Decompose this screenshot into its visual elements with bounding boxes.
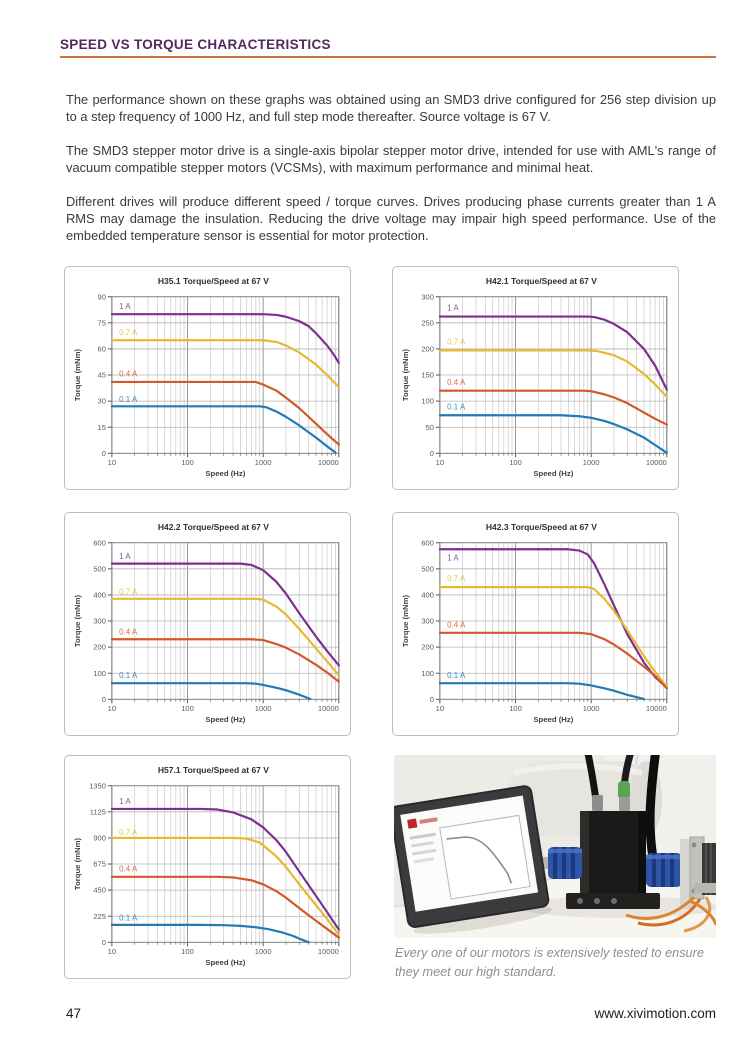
torque-speed-chart-svg <box>393 267 678 489</box>
svg-text:0.4 A: 0.4 A <box>119 369 138 379</box>
svg-text:Torque (mNm): Torque (mNm) <box>73 348 83 402</box>
svg-text:100: 100 <box>421 668 434 678</box>
screen-plot <box>440 815 530 899</box>
metal-connector-1 <box>592 795 603 811</box>
svg-text:10: 10 <box>107 947 117 957</box>
paragraph-3: Different drives will produce different speed / torque curves. Drives producing phase currents greater than 1 A RMS may damage the insulation. Reducing the drive voltage may impair high speed performance. Use of the embedded temperature sensor is essential for motor protection. <box>66 193 716 244</box>
svg-text:0: 0 <box>101 937 106 947</box>
right-coupling <box>646 853 682 887</box>
svg-text:675: 675 <box>93 859 106 869</box>
svg-text:0.7 A: 0.7 A <box>119 587 138 597</box>
chart-h42-1 <box>392 266 679 490</box>
body-text <box>66 91 716 261</box>
svg-text:1000: 1000 <box>582 458 600 468</box>
svg-text:0.7 A: 0.7 A <box>119 827 138 837</box>
svg-text:0.7 A: 0.7 A <box>119 327 138 337</box>
svg-text:Speed (Hz): Speed (Hz) <box>533 469 574 479</box>
svg-text:Torque (mNm): Torque (mNm) <box>401 594 411 648</box>
svg-text:0: 0 <box>101 448 106 458</box>
svg-text:Speed (Hz): Speed (Hz) <box>205 469 246 479</box>
svg-text:15: 15 <box>97 422 106 432</box>
svg-text:50: 50 <box>425 422 434 432</box>
svg-text:300: 300 <box>421 292 434 302</box>
motor-shaft-rail <box>694 883 716 893</box>
svg-text:200: 200 <box>421 344 434 354</box>
footer-website: www.xivimotion.com <box>594 1006 716 1021</box>
svg-text:0.7 A: 0.7 A <box>447 337 466 347</box>
screen-logo <box>407 818 417 828</box>
svg-text:0.1 A: 0.1 A <box>119 394 138 404</box>
svg-text:100: 100 <box>181 947 194 957</box>
svg-text:300: 300 <box>93 616 106 626</box>
svg-text:10: 10 <box>107 704 117 714</box>
svg-text:90: 90 <box>97 292 106 302</box>
svg-text:H57.1 Torque/Speed at 67 V: H57.1 Torque/Speed at 67 V <box>157 764 269 775</box>
svg-text:150: 150 <box>421 370 434 380</box>
svg-text:100: 100 <box>509 704 522 714</box>
svg-text:60: 60 <box>97 344 106 354</box>
svg-text:100: 100 <box>93 668 106 678</box>
svg-text:0.1 A: 0.1 A <box>119 913 138 923</box>
svg-text:1125: 1125 <box>89 807 106 817</box>
svg-text:100: 100 <box>181 704 194 714</box>
svg-text:1 A: 1 A <box>119 796 131 806</box>
svg-text:100: 100 <box>509 458 522 468</box>
svg-text:Speed (Hz): Speed (Hz) <box>533 715 574 725</box>
svg-text:200: 200 <box>93 642 106 652</box>
svg-text:1000: 1000 <box>254 704 272 714</box>
left-coupling <box>548 847 582 879</box>
svg-text:10000: 10000 <box>317 458 339 468</box>
svg-text:10000: 10000 <box>317 704 339 714</box>
svg-text:0.1 A: 0.1 A <box>447 402 466 412</box>
svg-text:225: 225 <box>93 911 106 921</box>
svg-text:0: 0 <box>429 694 434 704</box>
svg-text:1 A: 1 A <box>447 553 459 563</box>
svg-text:400: 400 <box>421 590 434 600</box>
photo-caption: Every one of our motors is extensively tested to ensure they meet our high standard. <box>395 946 704 979</box>
svg-text:1 A: 1 A <box>447 303 459 313</box>
chart-h35-1 <box>64 266 351 490</box>
svg-text:600: 600 <box>421 538 434 548</box>
chart-h42-3 <box>392 512 679 736</box>
page-title: SPEED VS TORQUE CHARACTERISTICS <box>60 37 331 52</box>
svg-text:200: 200 <box>421 642 434 652</box>
svg-text:0.1 A: 0.1 A <box>447 670 466 680</box>
svg-text:10000: 10000 <box>645 458 667 468</box>
paragraph-1: The performance shown on these graphs was obtained using an SMD3 drive configured for 256 step division up to a step frequency of 1000 Hz, and full step mode thereafter. Source voltage is 67 V. <box>66 92 716 125</box>
paragraph-2: The SMD3 stepper motor drive is a single-axis bipolar stepper motor drive, intended for use with AML's range of vacuum compatible stepper motors (VCSMs), with maximum performance and minimal heat. <box>66 142 716 176</box>
svg-text:1000: 1000 <box>582 704 600 714</box>
svg-text:10: 10 <box>435 458 445 468</box>
chart-h42-2 <box>64 512 351 736</box>
title-underline <box>60 56 716 58</box>
svg-text:500: 500 <box>93 564 106 574</box>
svg-text:900: 900 <box>93 833 106 843</box>
svg-text:400: 400 <box>93 590 106 600</box>
svg-text:250: 250 <box>421 318 434 328</box>
svg-text:0.1 A: 0.1 A <box>119 670 138 680</box>
svg-text:100: 100 <box>181 458 194 468</box>
torque-speed-chart-svg <box>65 513 350 735</box>
svg-text:450: 450 <box>93 885 106 895</box>
svg-text:500: 500 <box>421 564 434 574</box>
torque-speed-chart-svg <box>65 267 350 489</box>
svg-text:300: 300 <box>421 616 434 626</box>
svg-text:H42.3 Torque/Speed at 67 V: H42.3 Torque/Speed at 67 V <box>485 521 597 532</box>
svg-text:Torque (mNm): Torque (mNm) <box>401 348 411 402</box>
svg-text:H42.2 Torque/Speed at 67 V: H42.2 Torque/Speed at 67 V <box>157 521 269 532</box>
svg-text:1350: 1350 <box>89 781 106 791</box>
svg-text:1000: 1000 <box>254 947 272 957</box>
svg-text:Torque (mNm): Torque (mNm) <box>73 594 83 648</box>
svg-text:10: 10 <box>435 704 445 714</box>
svg-text:0.7 A: 0.7 A <box>447 574 466 584</box>
svg-text:0: 0 <box>101 694 106 704</box>
torque-speed-chart-svg <box>65 756 350 978</box>
svg-text:Speed (Hz): Speed (Hz) <box>205 958 246 968</box>
svg-text:45: 45 <box>97 370 106 380</box>
svg-text:100: 100 <box>421 396 434 406</box>
svg-text:0: 0 <box>429 448 434 458</box>
svg-text:0.4 A: 0.4 A <box>447 377 466 387</box>
svg-text:0.4 A: 0.4 A <box>447 620 466 630</box>
test-rig-illustration <box>394 755 716 938</box>
svg-text:30: 30 <box>97 396 106 406</box>
svg-text:10000: 10000 <box>317 947 339 957</box>
svg-text:H42.1 Torque/Speed at 67 V: H42.1 Torque/Speed at 67 V <box>485 275 597 286</box>
page-number: 47 <box>66 1006 82 1021</box>
svg-text:1 A: 1 A <box>119 301 131 311</box>
svg-text:Torque (mNm): Torque (mNm) <box>73 837 83 891</box>
chart-h57-1 <box>64 755 351 979</box>
svg-text:10000: 10000 <box>645 704 667 714</box>
svg-text:1 A: 1 A <box>119 551 131 561</box>
svg-text:600: 600 <box>93 538 106 548</box>
svg-text:1000: 1000 <box>254 458 272 468</box>
svg-text:0.4 A: 0.4 A <box>119 627 138 637</box>
test-rig-photo <box>394 755 716 938</box>
svg-text:0.4 A: 0.4 A <box>119 864 138 874</box>
svg-text:Speed (Hz): Speed (Hz) <box>205 715 246 725</box>
torque-speed-chart-svg <box>393 513 678 735</box>
tablet <box>394 785 553 938</box>
svg-text:75: 75 <box>97 318 106 328</box>
svg-text:H35.1 Torque/Speed at 67 V: H35.1 Torque/Speed at 67 V <box>157 275 269 286</box>
svg-text:10: 10 <box>107 458 117 468</box>
metal-connector-2 <box>619 797 630 811</box>
green-connector <box>618 781 630 799</box>
